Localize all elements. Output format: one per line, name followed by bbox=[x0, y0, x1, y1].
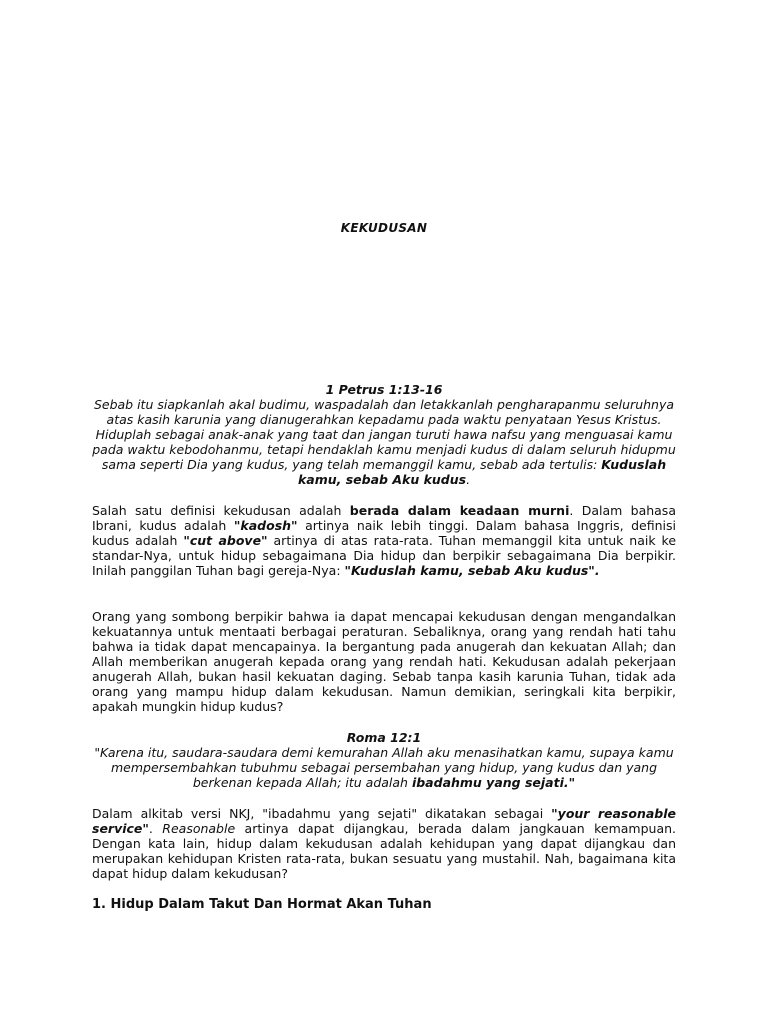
text-run: . bbox=[148, 821, 163, 836]
paragraph-humility: Orang yang sombong berpikir bahwa ia dapat mencapai kekudusan dengan mengandalkan kekuatannya untuk mentaati berbagai peraturan. Sebaliknya, orang yang rendah hati tahu bahwa ia tidak dapat mencapainya. Ia bergantung pada anugerah dan kekuatan Allah; dan Allah memberikan anugerah kepada orang yang rendah hati. Kekudusan adalah pekerjaan anugerah Allah, bukan hasil kekuatan daging. Sebab tanpa kasih karunia Tuhan, tidak ada orang yang mampu hidup dalam kekudusan. Namun demikian, seringkali kita berpikir, apakah mungkin hidup kudus? bbox=[92, 609, 676, 714]
scripture-reference: 1 Petrus 1:13-16 bbox=[325, 382, 443, 397]
text-run: artinya dapat dijangkau, berada dalam jangkauan kemampuan. Dengan kata lain, hidup dalam kekudusan adalah kehidupan yang dapat dijangkau dan merupakan kehidupan Kristen rata-rata, bukan sesuatu yang mustahil. Nah, bagaimana kita dapat hidup dalam kekudusan? bbox=[92, 821, 676, 881]
scripture-passage-1-peter bbox=[88, 382, 680, 487]
scripture-end: . bbox=[466, 472, 471, 487]
scripture-passage-romans bbox=[88, 730, 680, 790]
bold-run: berada dalam keadaan murni bbox=[349, 503, 570, 518]
text-run: . Dalam bahasa Ibrani, kudus adalah bbox=[92, 503, 676, 533]
paragraph-definition bbox=[92, 503, 676, 578]
bold-italic-run: "your reasonable service" bbox=[92, 806, 676, 836]
bold-italic-run: "cut above" bbox=[183, 533, 268, 548]
text-run: Dalam alkitab versi NKJ, "ibadahmu yang sejati" dikatakan sebagai bbox=[92, 806, 552, 821]
bold-italic-run: "kadosh" bbox=[233, 518, 298, 533]
text-run: artinya di atas rata-rata. Tuhan memanggil kita untuk naik ke standar-Nya, untuk hidup sebagaimana Dia hidup dan berpikir sebagaimana Dia berpikir. Inilah panggilan Tuhan bagi gereja-Nya: bbox=[92, 533, 677, 578]
text-run: Salah satu definisi kekudusan adalah bbox=[92, 503, 350, 518]
section-heading: 1. Hidup Dalam Takut Dan Hormat Akan Tuhan bbox=[92, 897, 432, 912]
scripture-text: "Karena itu, saudara-saudara demi kemurahan Allah aku menasihatkan kamu, supaya kamu mempersembahkan tubuhmu sebagai persembahan yang hidup, yang kudus dan yang berkenan kepada Allah; itu adalah bbox=[94, 745, 674, 790]
bold-italic-run: "Kuduslah kamu, sebab Aku kudus". bbox=[344, 563, 600, 578]
paragraph-reasonable-service bbox=[92, 806, 676, 881]
scripture-reference: Roma 12:1 bbox=[346, 730, 422, 745]
text-run: artinya naik lebih tinggi. Dalam bahasa Inggris, definisi kudus adalah bbox=[92, 518, 676, 548]
scripture-text: Sebab itu siapkanlah akal budimu, waspadalah dan letakkanlah pengharapanmu seluruhnya atas kasih karunia yang dianugerahkan kepadamu pada waktu penyataan Yesus Kristus. Hiduplah sebagai anak-anak yang taat dan jangan turuti hawa nafsu yang menguasai kamu pada waktu kebodohanmu, tetapi hendaklah kamu menjadi kudus di dalam seluruh hidupmu sama seperti Dia yang kudus, yang telah memanggil kamu, sebab ada tertulis: bbox=[92, 397, 676, 472]
scripture-emphasis: ibadahmu yang sejati." bbox=[411, 775, 576, 790]
scripture-emphasis: Kuduslah kamu, sebab Aku kudus bbox=[297, 457, 667, 487]
italic-run: Reasonable bbox=[162, 821, 236, 836]
document-title: KEKUDUSAN bbox=[340, 221, 428, 235]
